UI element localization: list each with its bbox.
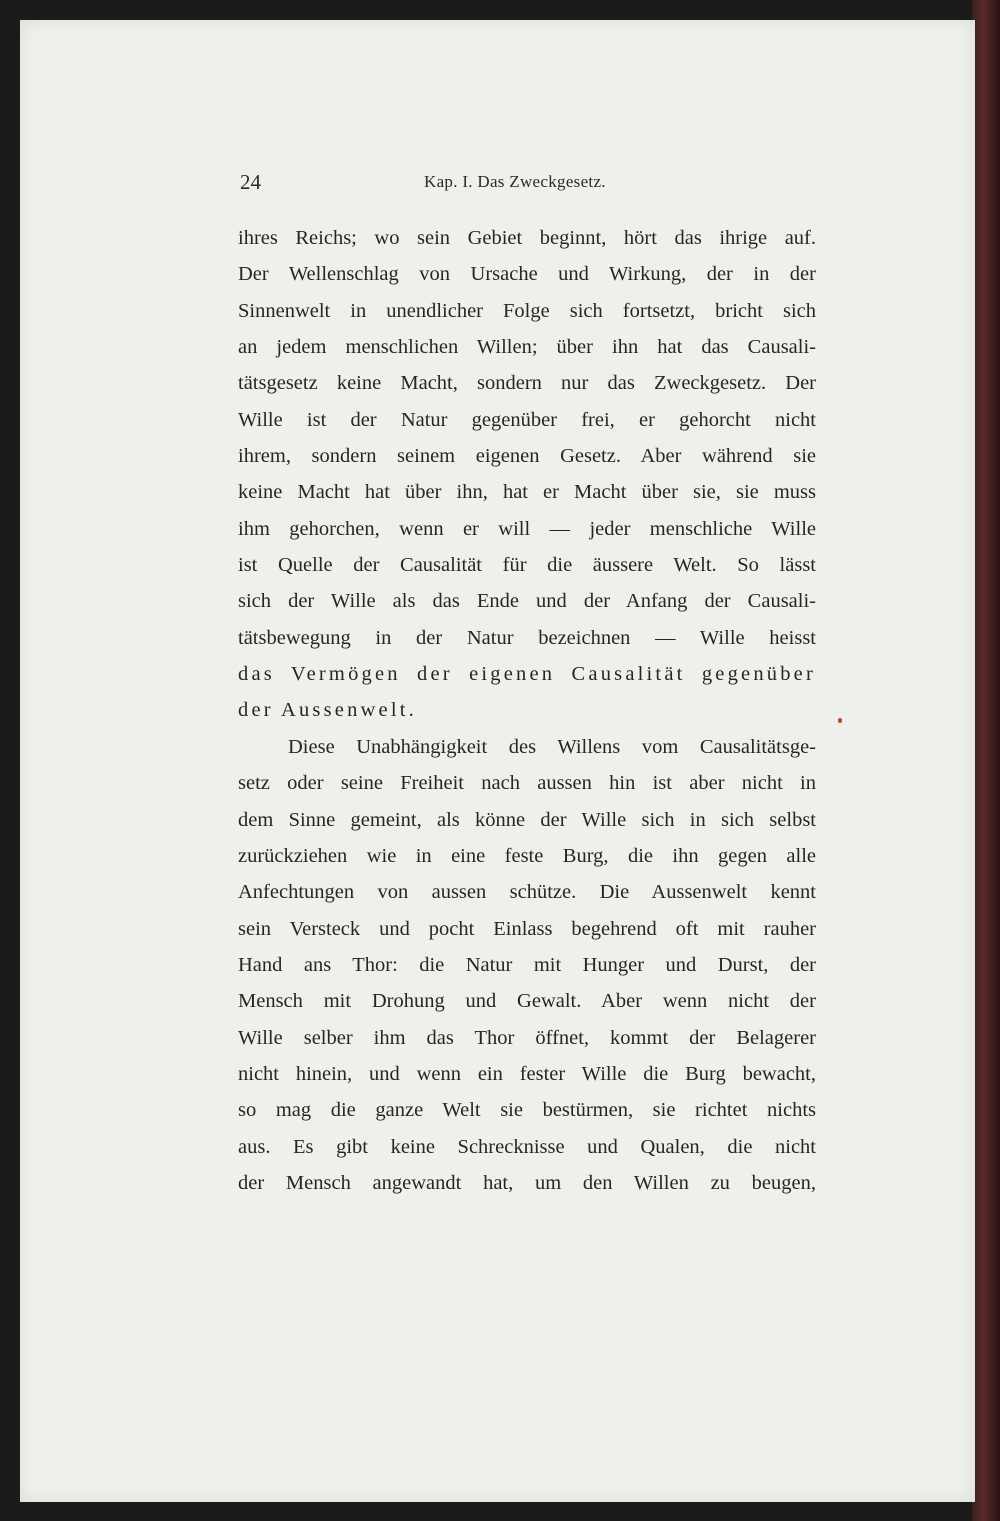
- ink-speck: [838, 718, 842, 723]
- text-line: so mag die ganze Welt sie bestürmen, sie richtet nichts: [238, 1099, 816, 1122]
- text-line: sich der Wille als das Ende und der Anfang der Causali-: [238, 590, 816, 613]
- text-line: Sinnenwelt in unendlicher Folge sich fortsetzt, bricht sich: [238, 299, 816, 322]
- text-line: zurückziehen wie in eine feste Burg, die ihn gegen alle: [238, 844, 816, 867]
- page-header: [240, 170, 820, 200]
- text-line: an jedem menschlichen Willen; über ihn hat das Causali-: [238, 336, 816, 359]
- text-line: sein Versteck und pocht Einlass begehrend oft mit rauher: [238, 917, 816, 940]
- text-line: setz oder seine Freiheit nach aussen hin ist aber nicht in: [238, 772, 816, 795]
- body-text: [238, 220, 816, 1201]
- text-line: Diese Unabhängigkeit des Willens vom Causalitätsge-: [288, 735, 816, 758]
- text-line: Anfechtungen von aussen schütze. Die Aussenwelt kennt: [238, 881, 816, 904]
- text-line: dem Sinne gemeint, als könne der Wille sich in sich selbst: [238, 808, 816, 831]
- text-line: tätsbewegung in der Natur bezeichnen — Wille heisst: [238, 626, 816, 649]
- text-line-emphasized: der Aussenwelt.: [238, 699, 417, 722]
- text-line: der Mensch angewandt hat, um den Willen zu beugen,: [238, 1171, 816, 1194]
- text-line: Wille selber ihm das Thor öffnet, kommt der Belagerer: [238, 1026, 816, 1049]
- text-line: Der Wellenschlag von Ursache und Wirkung, der in der: [238, 263, 816, 286]
- text-line: ihm gehorchen, wenn er will — jeder menschliche Wille: [238, 517, 816, 540]
- text-line: tätsgesetz keine Macht, sondern nur das Zweckgesetz. Der: [238, 372, 816, 395]
- book-spine-edge: [972, 0, 1000, 1521]
- page-number: 24: [240, 170, 261, 194]
- text-line: Hand ans Thor: die Natur mit Hunger und Durst, der: [238, 953, 816, 976]
- text-line: Wille ist der Natur gegenüber frei, er gehorcht nicht: [238, 408, 816, 431]
- text-line: keine Macht hat über ihn, hat er Macht über sie, sie muss: [238, 481, 816, 504]
- text-line: aus. Es gibt keine Schrecknisse und Qualen, die nicht: [238, 1135, 816, 1158]
- text-line: nicht hinein, und wenn ein fester Wille die Burg bewacht,: [238, 1062, 816, 1085]
- text-line: Mensch mit Drohung und Gewalt. Aber wenn nicht der: [238, 990, 816, 1013]
- running-head: Kap. I. Das Zweckgesetz.: [424, 172, 606, 191]
- text-line: ihrem, sondern seinem eigenen Gesetz. Aber während sie: [238, 445, 816, 468]
- text-line-emphasized: das Vermögen der eigenen Causalität gegenüber: [238, 663, 816, 686]
- text-line: ihres Reichs; wo sein Gebiet beginnt, hört das ihrige auf.: [238, 227, 816, 249]
- text-line: ist Quelle der Causalität für die äussere Welt. So lässt: [238, 554, 816, 577]
